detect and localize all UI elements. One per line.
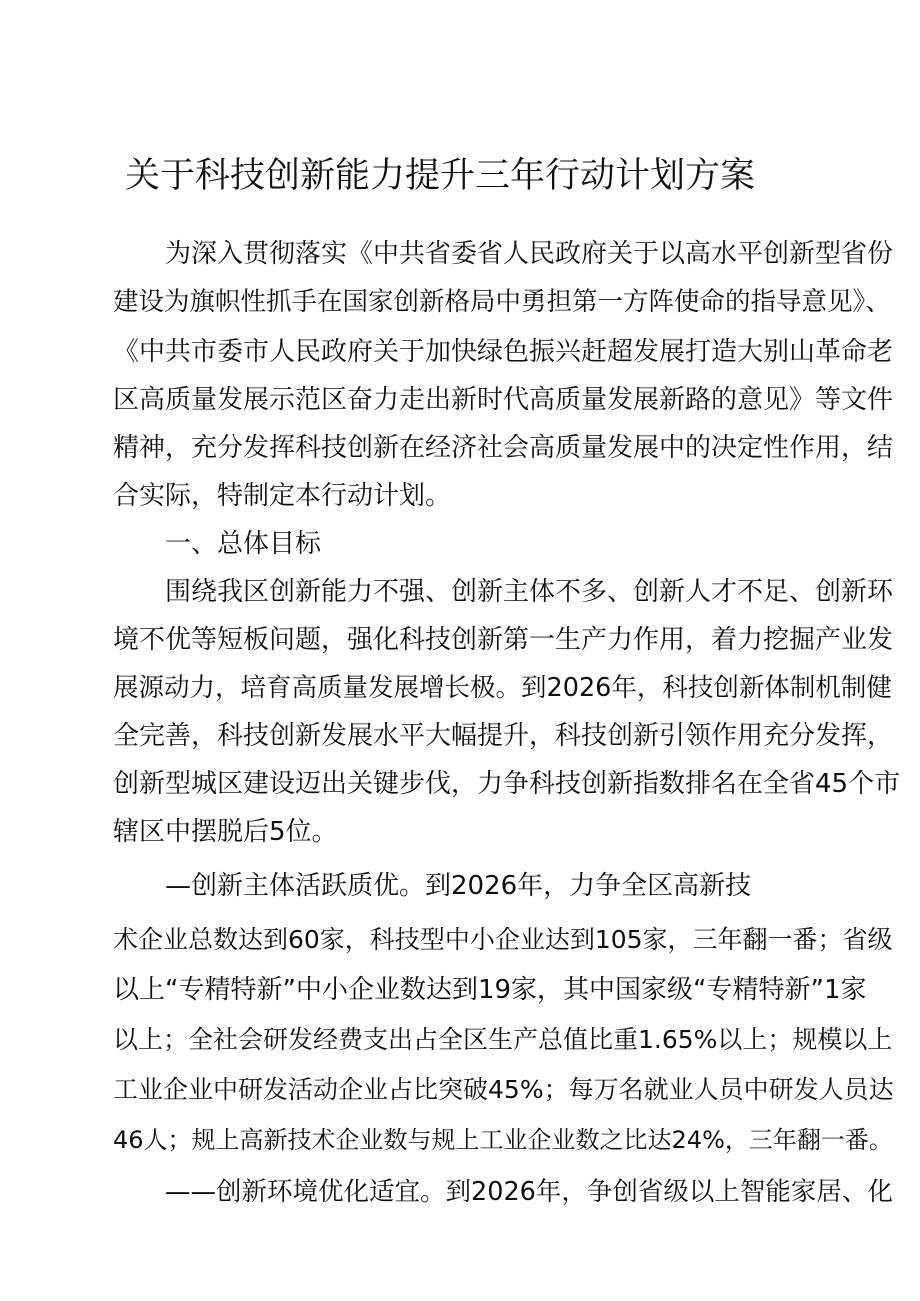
paragraph-1-line: 精神，充分发挥科技创新在经济社会高质量发展中的决定性作用，结 bbox=[113, 433, 894, 463]
paragraph-1-line: 合实际，特制定本行动计划。 bbox=[113, 481, 452, 511]
paragraph-2-line: 境不优等短板问题，强化科技创新第一生产力作用，着力挖掘产业发 bbox=[113, 625, 894, 655]
paragraph-3-line: 术企业总数达到60家，科技型中小企业达到105家，三年翻一番；省级 bbox=[113, 925, 893, 954]
paragraph-3-line: 工业企业中研发活动企业占比突破45%；每万名就业人员中研发人员达 bbox=[113, 1075, 894, 1104]
paragraph-4-line: ——创新环境优化适宜。到2026年，争创省级以上智能家居、化 bbox=[165, 1177, 893, 1207]
paragraph-1-line: 建设为旗帜性抓手在国家创新格局中勇担第一方阵使命的指导意见》、 bbox=[113, 287, 891, 317]
paragraph-2-line: 辖区中摆脱后5位。 bbox=[113, 817, 338, 847]
document-title: 关于科技创新能力提升三年行动计划方案 bbox=[125, 156, 756, 197]
paragraph-1-line: 区高质量发展示范区奋力走出新时代高质量发展新路的意见》等文件 bbox=[113, 385, 894, 415]
paragraph-2-line: 围绕我区创新能力不强、创新主体不多、创新人才不足、创新环 bbox=[165, 577, 894, 607]
paragraph-1-line: 《中共市委市人民政府关于加快绿色振兴赶超发展打造大别山革命老 bbox=[113, 337, 894, 367]
paragraph-3-line: 以上；全社会研发经费支出占全区生产总值比重1.65%以上；规模以上 bbox=[113, 1025, 893, 1054]
paragraph-3-line: —创新主体活跃质优。到2026年，力争全区高新技 bbox=[165, 871, 752, 901]
paragraph-2-line: 创新型城区建设迈出关键步伐，力争科技创新指数排名在全省45个市 bbox=[113, 769, 901, 799]
paragraph-2-line: 展源动力，培育高质量发展增长极。到2026年，科技创新体制机制健 bbox=[113, 673, 892, 703]
paragraph-3-line: 46人；规上高新技术企业数与规上工业企业数之比达24%，三年翻一番。 bbox=[113, 1126, 893, 1154]
paragraph-3-line: 以上“专精特新”中小企业数达到19家，其中国家级“专精特新”1家 bbox=[113, 975, 867, 1005]
paragraph-2-line: 全完善，科技创新发展水平大幅提升，科技创新引领作用充分发挥， bbox=[113, 721, 894, 751]
section-heading: 一、总体目标 bbox=[165, 529, 322, 559]
paragraph-1-line: 为深入贯彻落实《中共省委省人民政府关于以高水平创新型省份 bbox=[165, 239, 894, 269]
